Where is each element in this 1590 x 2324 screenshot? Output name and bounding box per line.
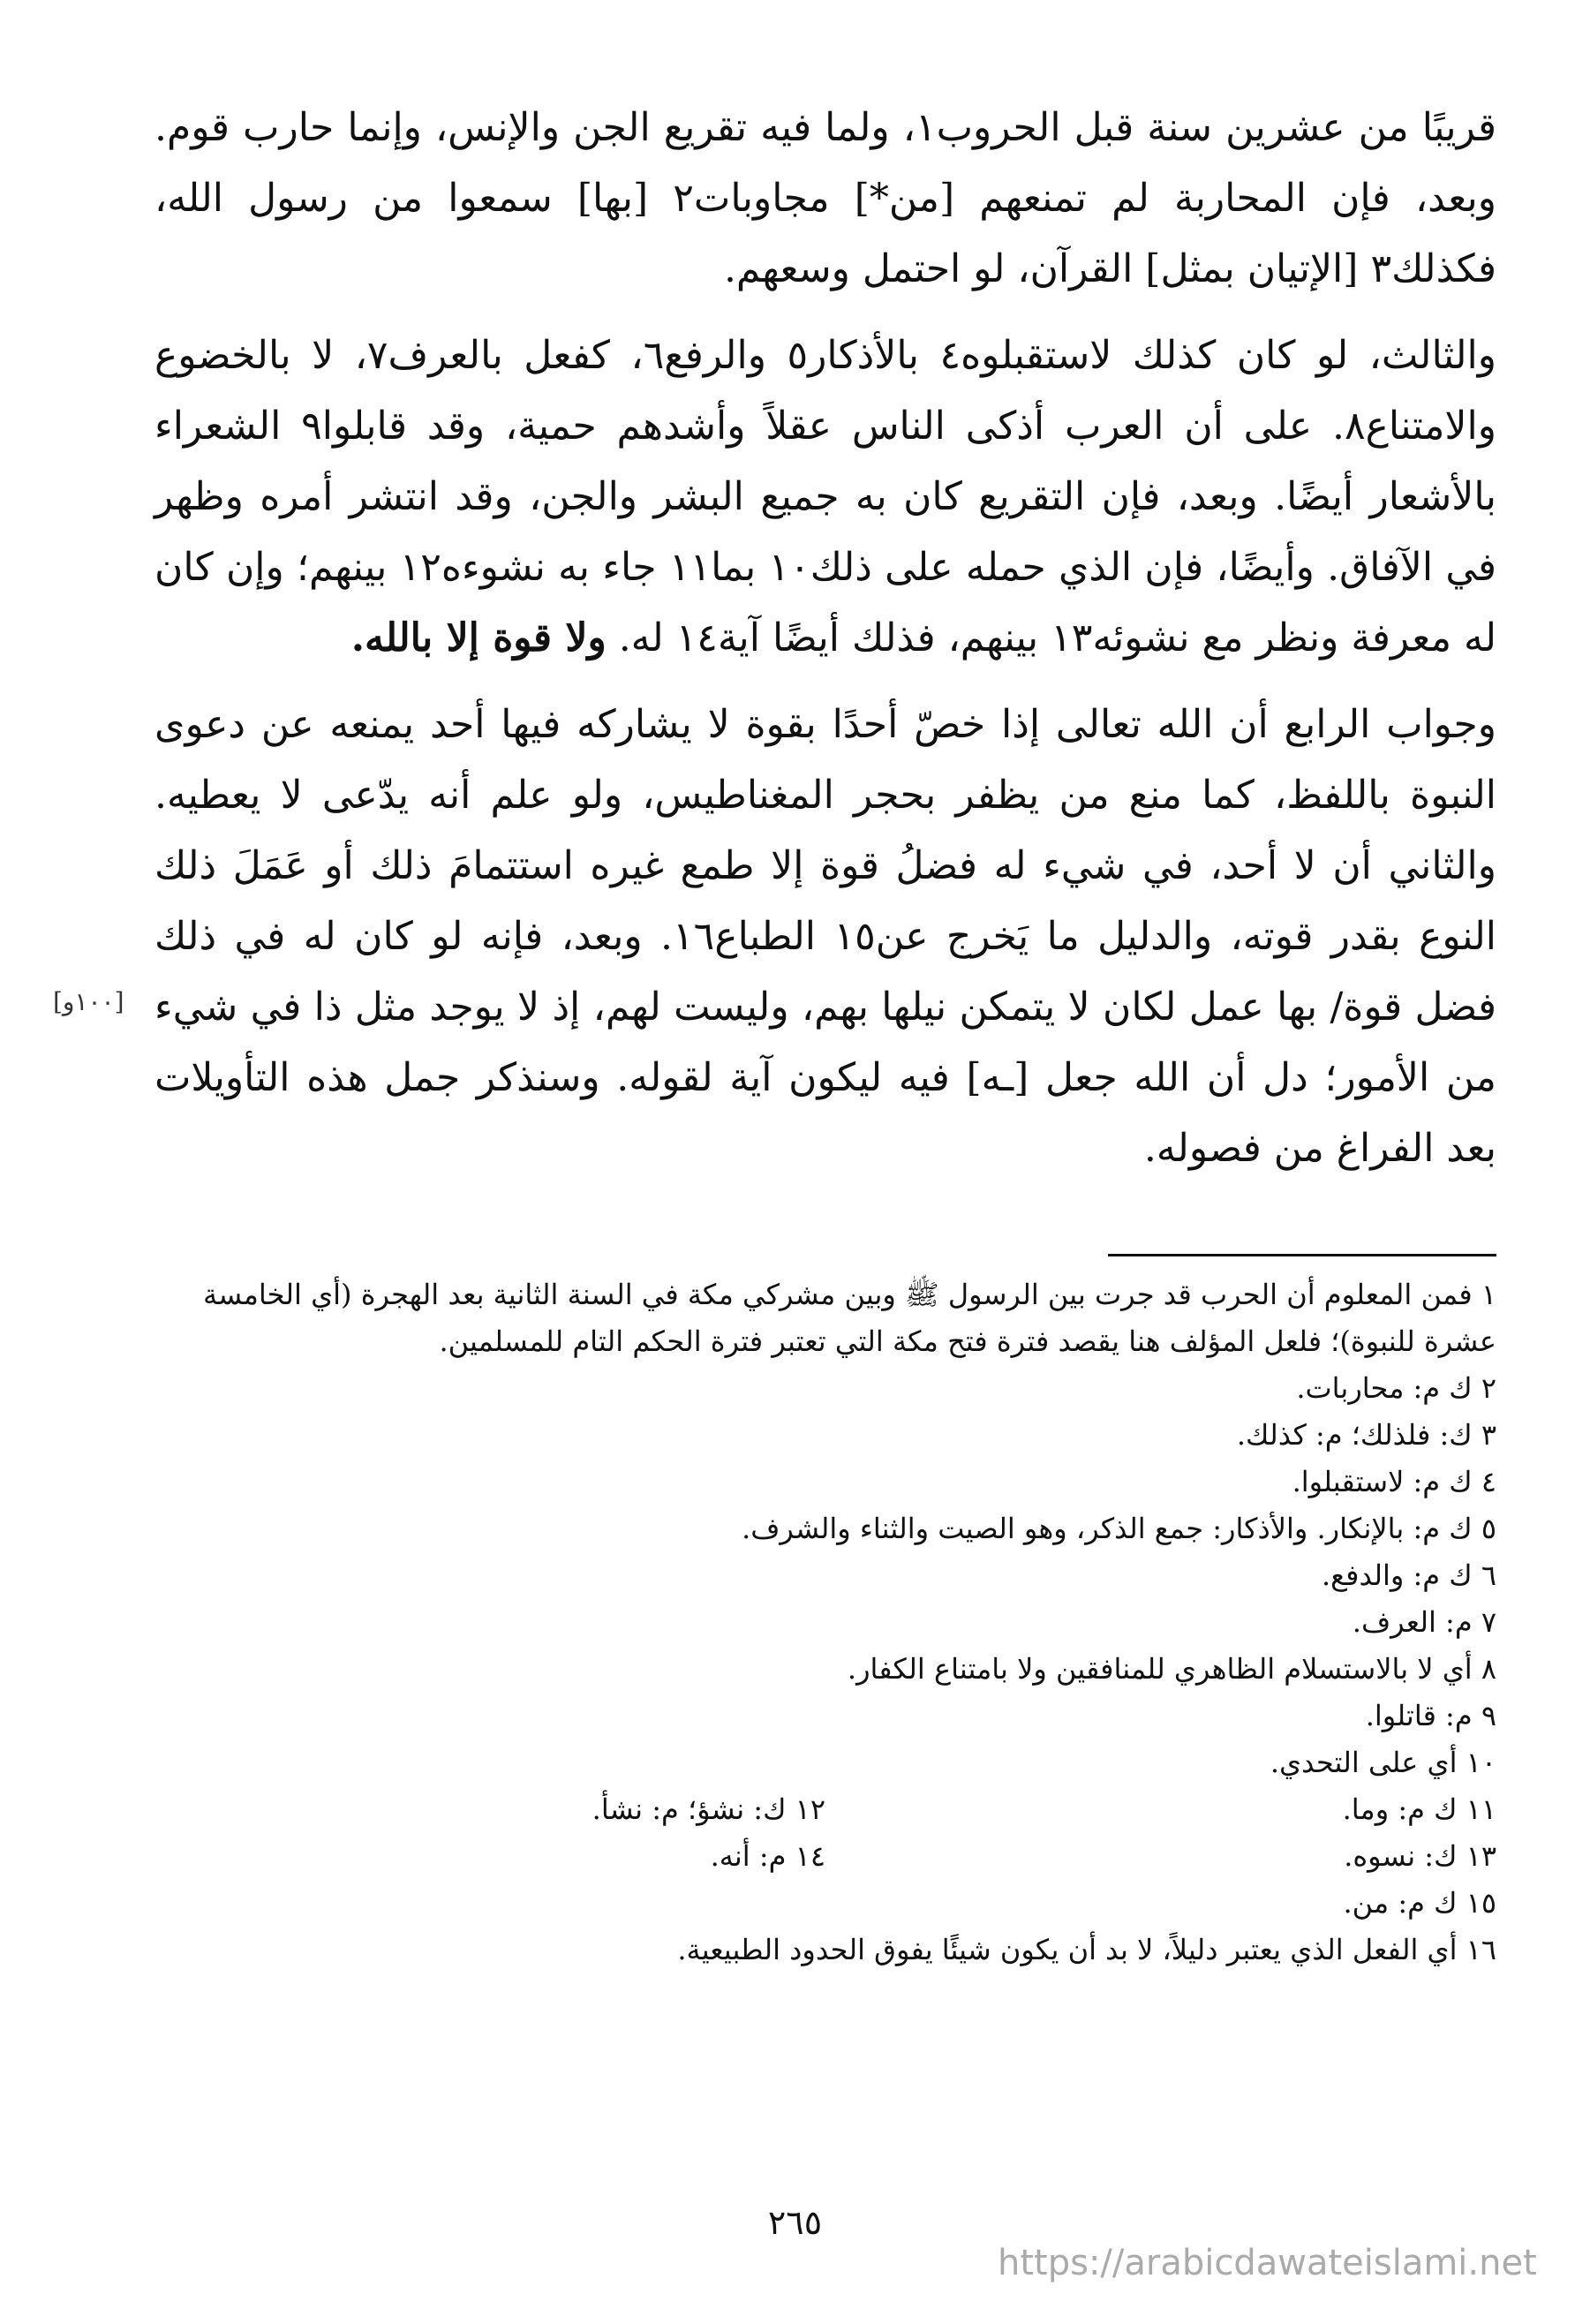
- footnote-5: ٥ ك م: بالإنكار. والأذكار: جمع الذكر، وهو الصيت والثناء والشرف.: [742, 1512, 1496, 1545]
- page-number: ٢٦٥: [767, 2203, 823, 2242]
- footnote-row-11-12: [154, 1786, 1496, 1833]
- footnote-separator: [1108, 1254, 1496, 1256]
- footnote-row-13-14: [154, 1833, 1496, 1880]
- main-text: [154, 93, 1496, 1184]
- footnote-1: ١ فمن المعلوم أن الحرب قد جرت بين الرسول ﷺ وبين مشركي مكة في السنة الثانية بعد الهجرة (أي الخامسة عشرة للنبوة)؛ فلعل المؤلف هنا يقصد فترة فتح مكة التي تعتبر فترة الحكم التام للمسلمين.: [203, 1278, 1496, 1358]
- paragraph-2: والثالث، لو كان كذلك لاستقبلوه٤ بالأذكار٥ والرفع٦، كفعل بالعرف٧، لا بالخضوع والامتناع٨. على أن العرب أذكى الناس عقلاً وأشدهم حمية، وقد قابلوا٩ الشعراء بالأشعار أيضًا. وبعد، فإن التقريع كان به جميع البشر والجن، وقد انتشر أمره وظهر في الآفاق. وأيضًا، فإن الذي حمله على ذلك١٠ بما١١ جاء به نشوءه١٢ بينهم؛ وإن كان له معرفة ونظر مع نشوئه١٣ بينهم، فذلك أيضًا آية١٤ له. ولا قوة إلا بالله.: [154, 333, 1497, 660]
- footnote-12: ١٢ ك: نشؤ؛ م: نشأ.: [592, 1792, 825, 1826]
- footnote-16: ١٦ أي الفعل الذي يعتبر دليلاً، لا بد أن يكون شيئًا يفوق الحدود الطبيعية.: [677, 1933, 1496, 1966]
- closing-phrase: ولا قوة إلا بالله.: [350, 615, 607, 660]
- footnote-13: ١٣ ك: نسوه.: [1344, 1839, 1496, 1873]
- footnote-14: ١٤ م: أنه.: [710, 1839, 825, 1873]
- footnote-8: ٨ أي لا بالاستسلام الظاهري للمنافقين ولا بامتناع الكفار.: [847, 1652, 1496, 1686]
- footnote-11: ١١ ك م: وما.: [1342, 1792, 1496, 1826]
- footnote-4: ٤ ك م: لاستقبلوا.: [1292, 1465, 1496, 1498]
- watermark-url: https://arabicdawateislami.net: [998, 2243, 1537, 2283]
- footnote-15: ١٥ ك م: من.: [1343, 1886, 1496, 1920]
- footnote-10: ١٠ أي على التحدي.: [1270, 1746, 1496, 1779]
- footnote-7: ٧ م: العرف.: [1352, 1605, 1496, 1639]
- margin-folio-marker: [١٠٠و]: [53, 987, 124, 1016]
- footnote-9: ٩ م: قاتلوا.: [1365, 1699, 1496, 1732]
- paragraph-3: وجواب الرابع أن الله تعالى إذا خصّ أحدًا بقوة لا يشاركه فيها أحد يمنعه عن دعوى النبوة باللفظ، كما منع من يظفر بحجر المغناطيس، ولو علم أنه يدّعى لا يعطيه. والثاني أن لا أحد، في شيء له فضلُ قوة إلا طمع غيره استتمامَ ذلك أو عَمَلَ ذلك النوع بقدر قوته، والدليل ما يَخرج عن١٥ الطباع١٦. وبعد، فإنه لو كان له في ذلك فضل قوة/ بها عمل لكان لا يتمكن نيلها بهم، وليست لهم، إذ لا يوجد مثل ذا في شيء من الأمور؛ دل أن الله جعل [ـه] فيه ليكون آية لقوله. وسنذكر جمل هذه التأويلات بعد الفراغ من فصوله.: [154, 702, 1496, 1171]
- footnote-3: ٣ ك: فلذلك؛ م: كذلك.: [1236, 1418, 1496, 1452]
- paragraph-1: قريبًا من عشرين سنة قبل الحروب١، ولما فيه تقريع الجن والإنس، وإنما حارب قوم. وبعد، فإن المحاربة لم تمنعهم [من*] مجاوبات٢ [بها] سمعوا من رسول الله، فكذلك٣ [الإتيان بمثل] القرآن، لو احتمل وسعهم.: [154, 105, 1496, 291]
- footnote-6: ٦ ك م: والدفع.: [1321, 1558, 1496, 1592]
- footnote-2: ٢ ك م: محاربات.: [1296, 1371, 1496, 1405]
- footnotes: [154, 1271, 1496, 1973]
